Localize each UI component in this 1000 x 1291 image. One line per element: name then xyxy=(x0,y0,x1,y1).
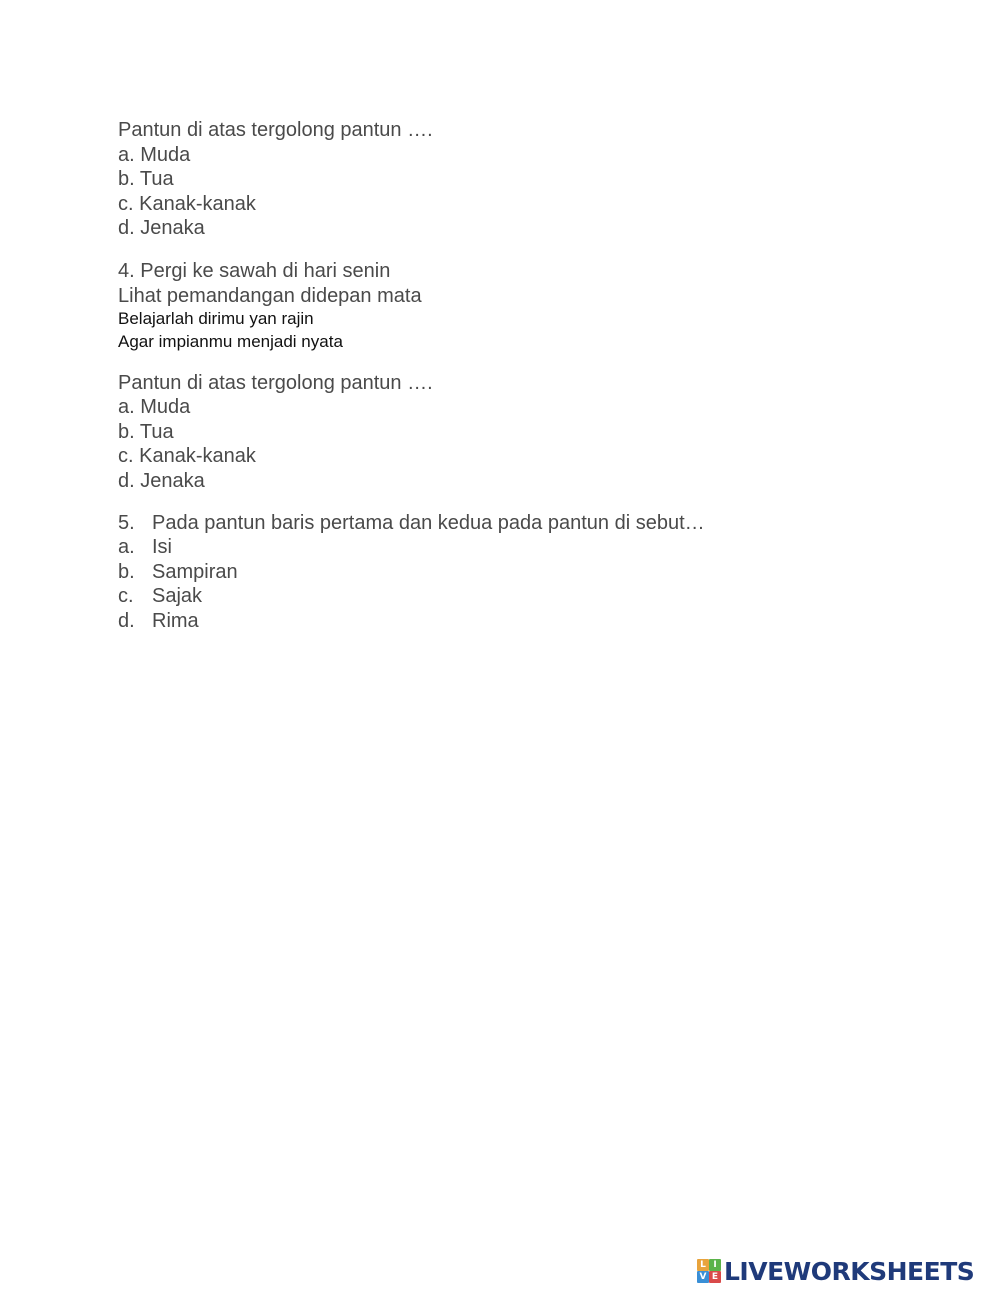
option-text: Sajak xyxy=(152,585,203,607)
option-b: b. Tua xyxy=(118,168,174,190)
option-text: Sampiran xyxy=(152,561,238,583)
option-b: b. Tua xyxy=(118,421,174,443)
logo-mark-letter: L xyxy=(697,1259,709,1271)
option-a xyxy=(118,537,172,557)
question-number: 5. xyxy=(118,512,135,534)
option-b xyxy=(118,562,238,582)
logo-mark-letter: E xyxy=(709,1271,721,1283)
pantun-line-2: Lihat pemandangan didepan mata xyxy=(118,285,422,307)
logo-text: LIVEWORKSHEETS xyxy=(724,1256,975,1286)
option-letter: d. xyxy=(118,610,135,632)
option-a: a. Muda xyxy=(118,396,191,418)
option-c: c. Kanak-kanak xyxy=(118,445,256,467)
pantun-line-1: 4. Pergi ke sawah di hari senin xyxy=(118,260,391,282)
option-d: d. Jenaka xyxy=(118,470,205,492)
option-a: a. Muda xyxy=(118,144,191,166)
option-letter: a. xyxy=(118,536,135,558)
option-letter: b. xyxy=(118,561,135,583)
logo-mark-letter: I xyxy=(709,1259,721,1271)
question-text: Pada pantun baris pertama dan kedua pada pantun di sebut… xyxy=(152,512,705,534)
option-c: c. Kanak-kanak xyxy=(118,193,256,215)
option-text: Isi xyxy=(152,536,172,558)
liveworksheets-logo-icon xyxy=(697,1259,721,1283)
pantun-line-3: Belajarlah dirimu yan rajin xyxy=(118,309,314,328)
pantun-line-4: Agar impianmu menjadi nyata xyxy=(118,332,343,351)
option-c xyxy=(118,586,202,606)
question-5 xyxy=(118,513,705,533)
question-text: Pantun di atas tergolong pantun …. xyxy=(118,119,433,141)
option-d: d. Jenaka xyxy=(118,217,205,239)
liveworksheets-logo xyxy=(697,1256,974,1286)
option-text: Rima xyxy=(152,610,199,632)
option-letter: c. xyxy=(118,585,134,607)
option-d xyxy=(118,611,199,631)
question-text: Pantun di atas tergolong pantun …. xyxy=(118,372,433,394)
logo-mark-letter: V xyxy=(697,1271,709,1283)
